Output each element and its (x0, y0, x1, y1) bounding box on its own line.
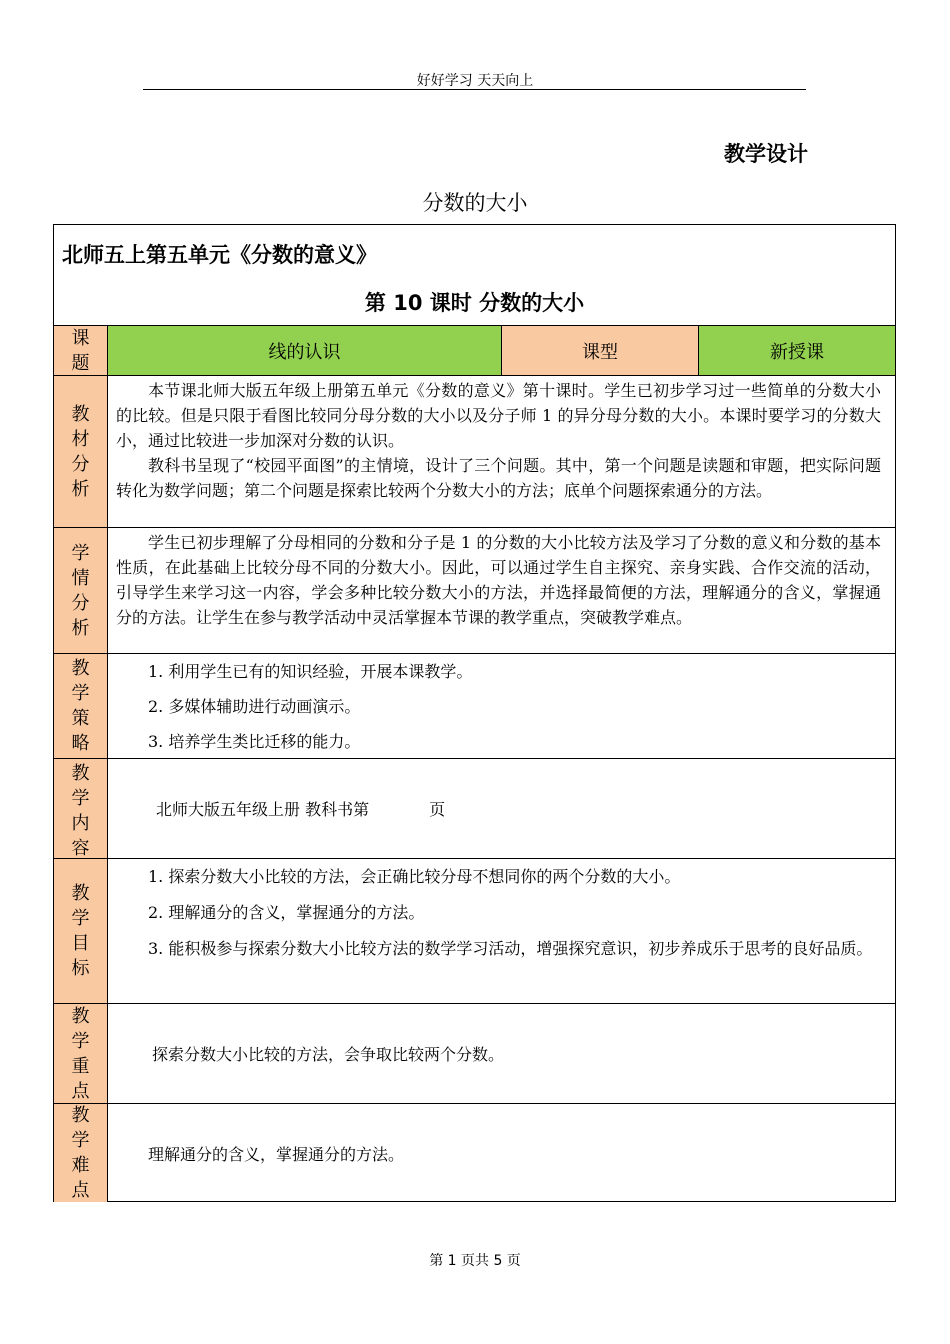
lesson-plan-table (53, 224, 896, 1202)
student-analysis-text: 学生已初步理解了分母相同的分数和分子是 1 的分数的大小比较方法及学习了分数的意义和分数的基本性质，在此基础上比较分母不同的分数大小。因此，可以通过学生自主探究、亲身实践、合作交流的活动，引导学生来学习这一内容，学会多种比较分数大小的方法，并选择最简便的方法，理解通分的含义，掌握通分的方法。让学生在参与教学活动中灵活掌握本节课的教学重点，突破教学难点。 (116, 533, 881, 627)
list-item: 2. 理解通分的含义，掌握通分的方法。 (148, 903, 425, 922)
lesson-title: 第 10 课时 分数的大小 (364, 291, 585, 315)
teaching-content-content (108, 759, 895, 858)
topic-label: 课 题 (54, 326, 108, 375)
key-point-label: 教 学 重 点 (54, 1004, 108, 1103)
page-suffix: 页 (429, 800, 446, 819)
teaching-strategy-content (108, 654, 895, 758)
title-block (54, 225, 895, 326)
teaching-content-row (54, 759, 895, 859)
teaching-goals-label: 教 学 目 标 (54, 859, 108, 1003)
list-item: 3. 能积极参与探索分数大小比较方法的数学学习活动，增强探究意识，初步养成乐于思考的良好品质。 (148, 939, 873, 958)
material-paragraph: 教科书呈现了“校园平面图”的主情境，设计了三个问题。其中，第一个问题是读题和审题，把实际问题转化为数学问题；第二个问题是探索比较两个分数大小的方法；底单个问题探索通分的方法。 (116, 456, 881, 500)
material-paragraph: 本节课北师大版五年级上册第五单元《分数的意义》第十课时。学生已初步学习过一些简单的分数大小的比较。但是只限于看图比较同分母分数的大小以及分子师 1 的异分母分数的大小。本课时要学习的分数大小，通过比较进一步加深对分数的认识。 (116, 381, 881, 450)
list-item: 2. 多媒体辅助进行动画演示。 (148, 697, 361, 716)
document-title: 分数的大小 (422, 191, 528, 215)
lesson-type-value: 新授课 (699, 326, 895, 375)
list-item: 3. 培养学生类比迁移的能力。 (148, 732, 361, 751)
teaching-strategy-row (54, 654, 895, 759)
difficulty-label: 教 学 难 点 (54, 1104, 108, 1202)
topic-value: 线的认识 (108, 326, 502, 375)
unit-title: 北师五上第五单元《分数的意义》 (62, 243, 377, 267)
page-header: 好好学习 天天向上 (416, 73, 534, 89)
material-analysis-label: 教 材 分 析 (54, 376, 108, 527)
list-item: 1. 利用学生已有的知识经验，开展本课教学。 (148, 662, 473, 681)
key-point-text: 探索分数大小比较的方法，会争取比较两个分数。 (152, 1045, 505, 1064)
material-analysis-row (54, 376, 895, 528)
difficulty-row (54, 1104, 895, 1202)
difficulty-content (108, 1104, 895, 1202)
key-point-content (108, 1004, 895, 1103)
list-item: 1. 探索分数大小比较的方法，会正确比较分母不想同你的两个分数的大小。 (148, 867, 681, 886)
material-analysis-content (108, 376, 895, 527)
document-type: 教学设计 (724, 142, 808, 166)
teaching-content-label: 教 学 内 容 (54, 759, 108, 858)
key-point-row (54, 1004, 895, 1104)
teaching-strategy-label: 教 学 策 略 (54, 654, 108, 758)
topic-row (54, 326, 895, 376)
difficulty-text: 理解通分的含义，掌握通分的方法。 (148, 1144, 405, 1164)
student-analysis-row (54, 528, 895, 654)
textbook-reference: 北师大版五年级上册 教科书第 (156, 800, 370, 819)
page-footer: 第 1 页共 5 页 (429, 1253, 521, 1269)
student-analysis-content (108, 528, 895, 653)
header-rule (143, 89, 806, 90)
student-analysis-label: 学 情 分 析 (54, 528, 108, 653)
teaching-goals-content (108, 859, 895, 1003)
teaching-goals-row (54, 859, 895, 1004)
lesson-type-label: 课型 (502, 326, 699, 375)
